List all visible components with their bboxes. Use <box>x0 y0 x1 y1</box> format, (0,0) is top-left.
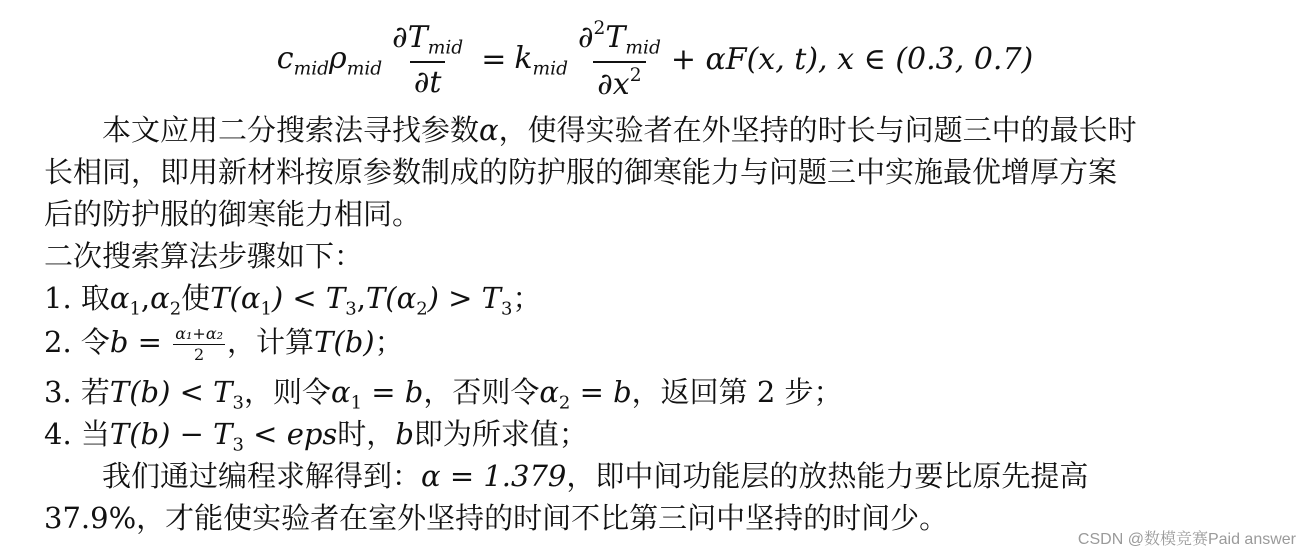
paragraph1-line2: 长相同，即用新材料按原参数制成的防护服的御寒能力与问题三中实施最优增厚方案 <box>44 155 1118 189</box>
eq-rho: $\rho_{mid}$ <box>329 40 383 80</box>
step-3: 3. 若$T(b) < T_3$，则令$\alpha_1 = b$，否则令$\alpha_2 = b$，返回第 2 步； <box>44 375 843 414</box>
paragraph2-line2: 37.9%，才能使实验者在室外坚持的时间不比第三问中坚持的时间少。 <box>44 501 949 535</box>
paragraph1-line1: 本文应用二分搜索法寻找参数α，使得实验者在外坚持的时长与问题三中的最长时 <box>102 113 1137 147</box>
paragraph1-line3: 后的防护服的御寒能力相同。 <box>44 197 422 231</box>
heat-equation <box>0 18 1310 118</box>
paragraph2-line1: 我们通过编程求解得到：α = 1.379，即中间功能层的放热能力要比原先提高 <box>102 459 1089 493</box>
eq-rest: + αF(x, t), x ∈ (0.3, 0.7) <box>670 42 1034 78</box>
step-4: 4. 当$T(b) - T_3$ < eps时，b即为所求值； <box>44 417 588 456</box>
step-1: 1. 取$\alpha_1,\alpha_2$使$T(\alpha_1) < T_3,T(\alpha_2) > T_3$； <box>44 281 542 320</box>
eq-c: $c_{mid}$ <box>276 40 330 80</box>
step2-fraction: $\frac{\text{α₁+α₂}}{2}$ <box>175 323 224 364</box>
algorithm-heading: 二次搜索算法步骤如下： <box>44 239 364 273</box>
eq-equals: = <box>481 42 507 78</box>
eq-k: $k_{mid}$ <box>514 40 568 80</box>
eq-fraction-dT-dt: $\frac{\partial T_{mid}}{\partial t}$ <box>392 20 464 100</box>
eq-fraction-d2T-dx2: $\frac{\partial^2T_{mid}}{\partial x^2}$ <box>578 18 661 102</box>
step-2: 2. 令b = $\frac{\text{α₁+α₂}}{2}$ ，计算T(b)； <box>44 323 404 364</box>
csdn-watermark: CSDN @数模竞赛Paid answer <box>1077 531 1296 548</box>
